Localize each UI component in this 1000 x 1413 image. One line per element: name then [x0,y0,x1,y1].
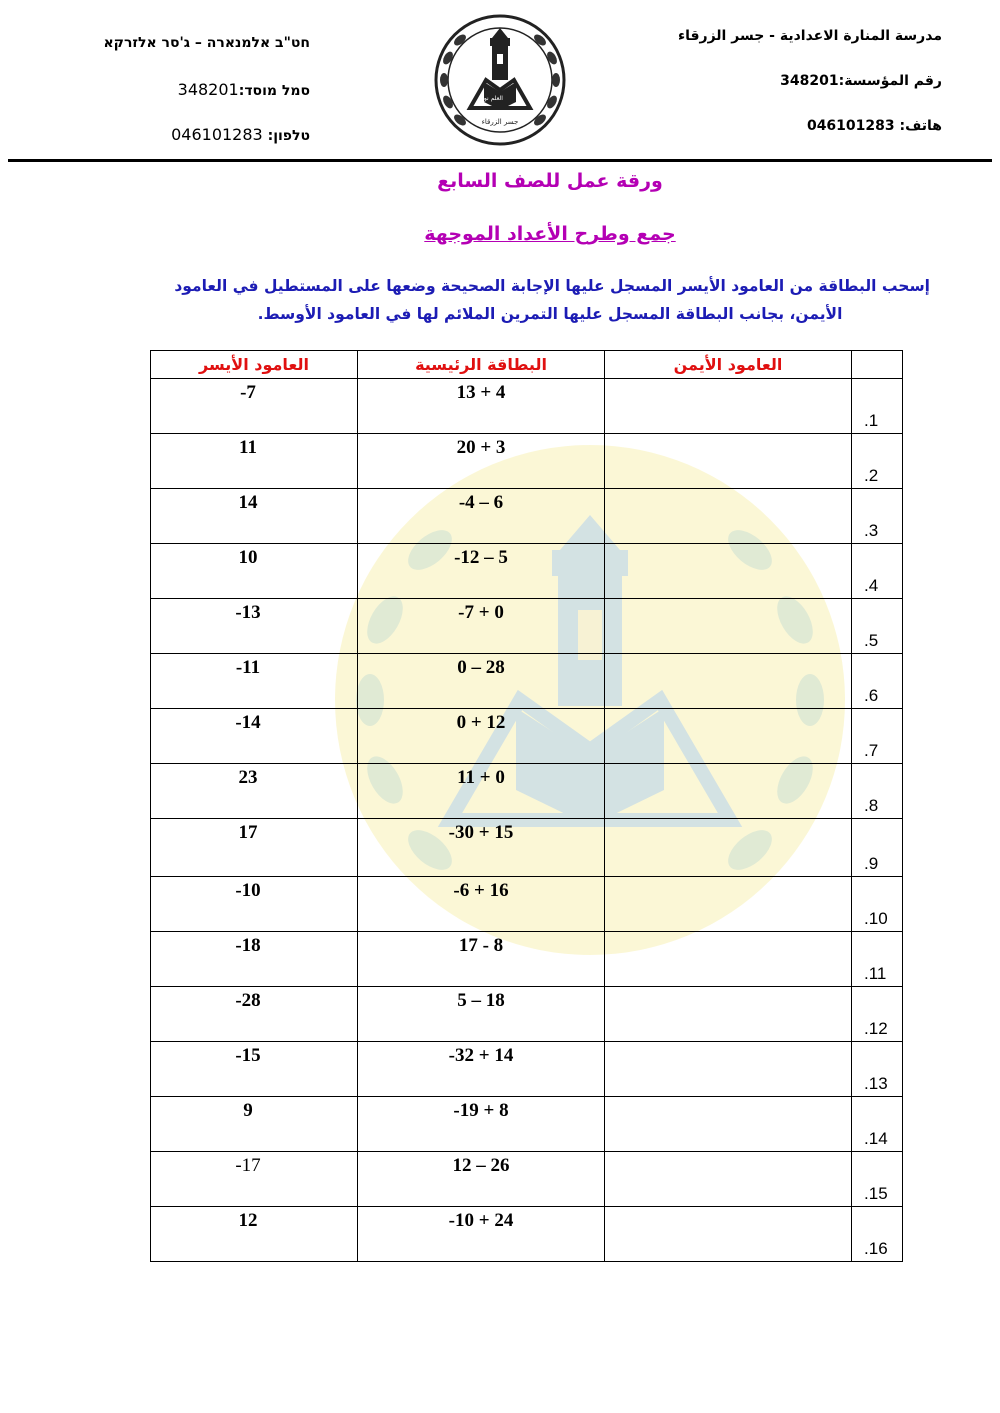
header-number [852,351,903,379]
exercise-card: 0 – 28 [358,654,605,709]
row-number: 12. [852,987,903,1042]
exercise-card: 13 + 4 [358,379,605,434]
institution-id-label-he: סמל מוסד: [238,83,310,99]
phone-value-he: 046101283 [171,125,263,144]
row-number: 10. [852,877,903,932]
table-row [151,1042,903,1097]
answer-card[interactable]: -15 [151,1042,358,1097]
subtitle-text: جمع وطرح الأعداد الموجهة [424,223,676,245]
answer-drop-slot[interactable] [605,709,852,764]
exercise-card: 17 - 8 [358,932,605,987]
table-row [151,379,903,434]
answer-card[interactable]: 17 [151,819,358,877]
answer-card[interactable]: -7 [151,379,358,434]
answer-drop-slot[interactable] [605,819,852,877]
header-middle-column: البطاقة الرئيسية [358,351,605,379]
answer-card[interactable]: -18 [151,932,358,987]
table-row [151,987,903,1042]
row-number: 13. [852,1042,903,1097]
row-number: 4. [852,544,903,599]
logo-bottom-text: جسر الزرقاء [481,118,519,126]
institution-id-value-he: 348201 [177,80,239,99]
answer-drop-slot[interactable] [605,654,852,709]
row-number: 3. [852,489,903,544]
exercise-card: -12 – 5 [358,544,605,599]
table-row [151,599,903,654]
table-header-row [151,351,903,379]
answer-drop-slot[interactable] [605,379,852,434]
phone-label: هاتف: [899,118,942,134]
exercise-card: 20 + 3 [358,434,605,489]
row-number: 16. [852,1207,903,1262]
row-number: 11. [852,932,903,987]
answer-card[interactable]: -14 [151,709,358,764]
row-number: 1. [852,379,903,434]
table-row [151,1152,903,1207]
exercise-card: -6 + 16 [358,877,605,932]
answer-card[interactable]: -11 [151,654,358,709]
exercise-card: -32 + 14 [358,1042,605,1097]
answer-card[interactable]: 12 [151,1207,358,1262]
answer-card[interactable]: 9 [151,1097,358,1152]
exercise-card: -4 – 6 [358,489,605,544]
header-right-column: العامود الأيمن [605,351,852,379]
row-number: 15. [852,1152,903,1207]
row-number: 8. [852,764,903,819]
row-number: 14. [852,1097,903,1152]
phone-label-he: טלפון: [267,128,310,144]
school-header-arabic [642,28,942,163]
answer-card[interactable]: -10 [151,877,358,932]
answer-drop-slot[interactable] [605,434,852,489]
answer-drop-slot[interactable] [605,1042,852,1097]
school-logo [430,10,570,150]
instructions-line-1: إسحب البطاقة من العامود الأيسر المسجل عليها الإجابة الصحيحة وضعها على المستطيل في العامود [174,277,930,295]
answer-drop-slot[interactable] [605,764,852,819]
answer-drop-slot[interactable] [605,1152,852,1207]
answer-card[interactable]: 23 [151,764,358,819]
school-header-hebrew [80,35,310,170]
table-row [151,819,903,877]
logo-book-text: العلم نور [481,95,503,102]
answer-drop-slot[interactable] [605,489,852,544]
table-row [151,489,903,544]
row-number: 6. [852,654,903,709]
exercise-card: 0 + 12 [358,709,605,764]
answer-card[interactable]: 11 [151,434,358,489]
answer-card[interactable]: 14 [151,489,358,544]
institution-id-hebrew [80,80,310,104]
school-name-arabic: مدرسة المنارة الاعدادية - جسر الزرقاء [677,28,942,44]
exercise-card: -30 + 15 [358,819,605,877]
exercise-card: 11 + 0 [358,764,605,819]
table-row [151,544,903,599]
answer-drop-slot[interactable] [605,1207,852,1262]
phone-value: 046101283 [806,118,895,134]
answer-card[interactable]: -17 [151,1152,358,1207]
table-row [151,1097,903,1152]
institution-id-value: 348201 [780,73,839,89]
phone-arabic [642,118,942,142]
table-row [151,877,903,932]
institution-id-arabic [642,73,942,97]
worksheet-subtitle [0,223,1000,245]
school-name-hebrew: חט"ב אלמנארה – ג'סר אלזרקא [103,35,310,51]
exercise-card: -19 + 8 [358,1097,605,1152]
exercise-card: 12 – 26 [358,1152,605,1207]
instructions-line-2: الأيمن، بجانب البطاقة المسجل عليها التمرين الملائم لها في العامود الأوسط. [257,305,843,323]
row-number: 9. [852,819,903,877]
answer-drop-slot[interactable] [605,1097,852,1152]
exercise-card: -10 + 24 [358,1207,605,1262]
answer-drop-slot[interactable] [605,932,852,987]
answer-drop-slot[interactable] [605,987,852,1042]
answer-card[interactable]: 10 [151,544,358,599]
answer-card[interactable]: -28 [151,987,358,1042]
table-row [151,709,903,764]
answer-drop-slot[interactable] [605,599,852,654]
worksheet-title: ورقة عمل للصف السابع [437,170,663,192]
instructions [170,272,930,328]
table-row [151,1207,903,1262]
exercise-card: 5 – 18 [358,987,605,1042]
table-body [151,379,903,1262]
header-divider [8,159,992,162]
phone-hebrew [80,125,310,149]
row-number: 5. [852,599,903,654]
table-row [151,434,903,489]
row-number: 7. [852,709,903,764]
header-left-column: العامود الأيسر [151,351,358,379]
table-row [151,932,903,987]
answer-drop-slot[interactable] [605,544,852,599]
row-number: 2. [852,434,903,489]
exercise-card: -7 + 0 [358,599,605,654]
answer-card[interactable]: -13 [151,599,358,654]
institution-id-label: رقم المؤسسة: [838,73,942,89]
table-row [151,764,903,819]
worksheet-table [150,350,903,1262]
answer-drop-slot[interactable] [605,877,852,932]
table-row [151,654,903,709]
